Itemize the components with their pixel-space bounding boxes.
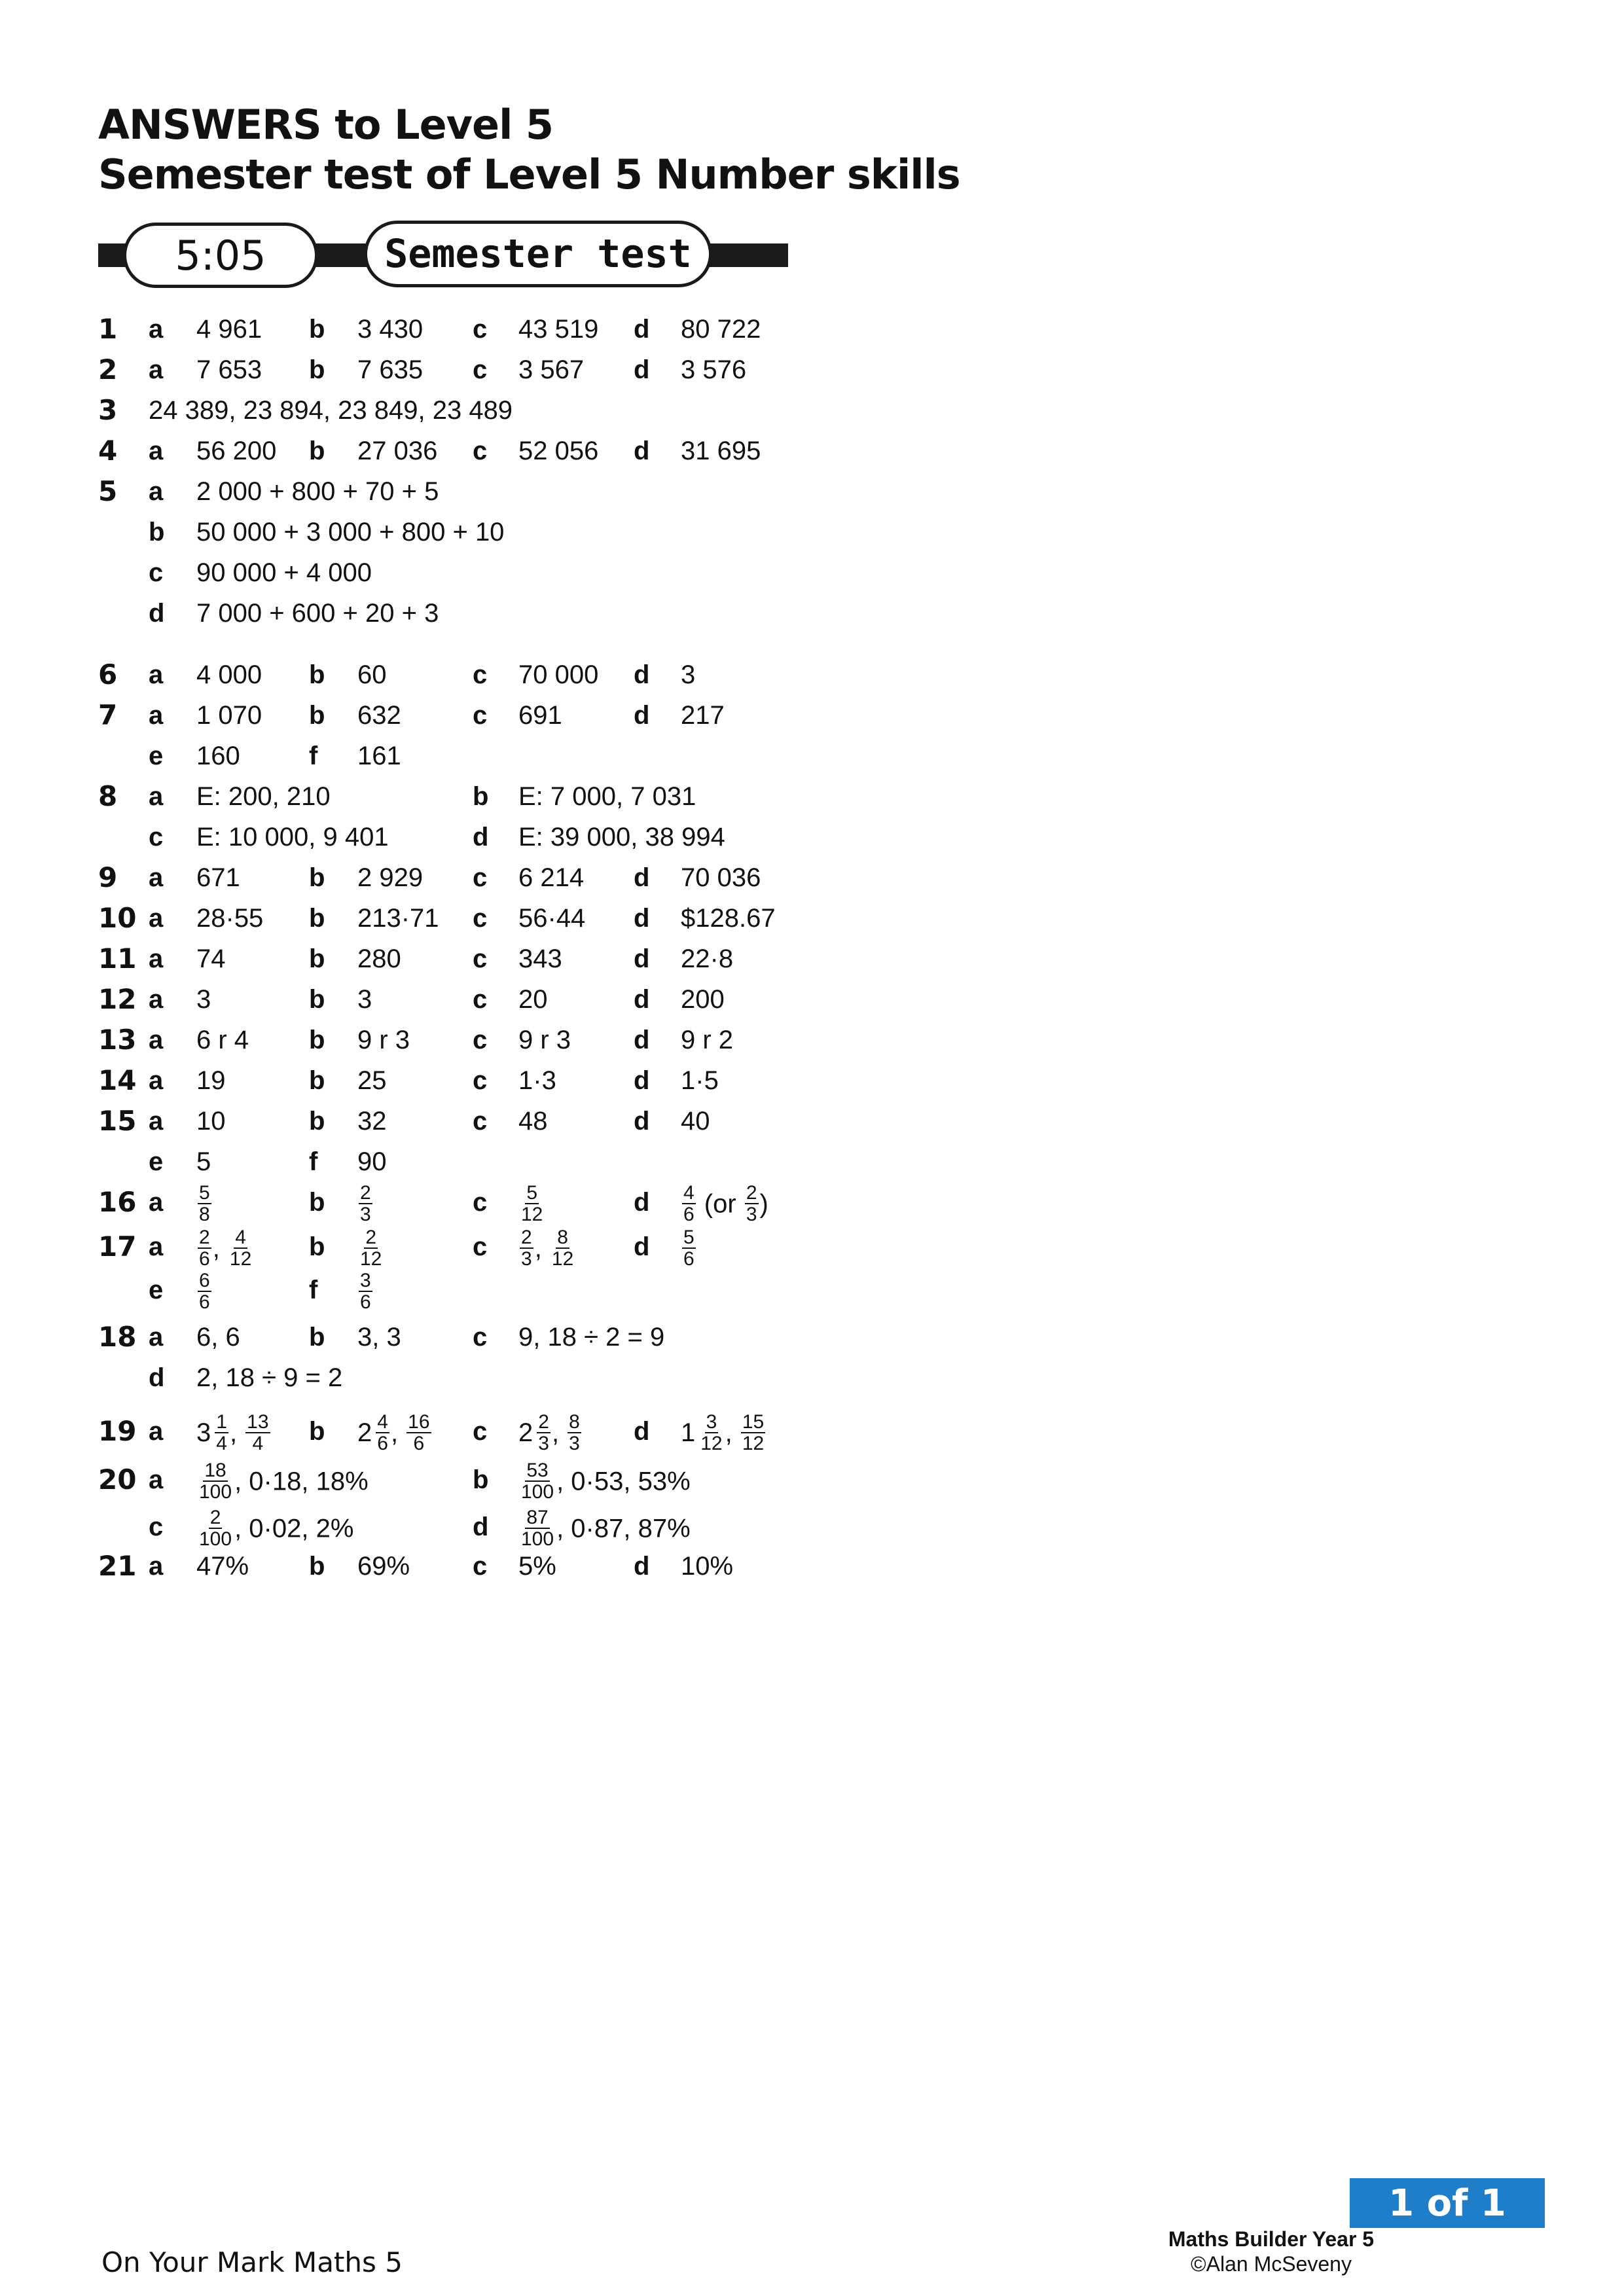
book-title: Maths Builder Year 5 (1168, 2227, 1375, 2251)
part-answer: 3 (681, 660, 696, 689)
fraction-numerator: 5 (199, 1182, 210, 1204)
part-answer: 69% (357, 1552, 410, 1581)
fraction-numerator: 2 (360, 1182, 371, 1204)
answer-note: ) (759, 1189, 768, 1219)
part-label: b (309, 1188, 325, 1217)
fraction-denominator: 100 (199, 1481, 232, 1503)
part-label: c (473, 1188, 488, 1217)
part-answer: 32 (357, 1107, 387, 1136)
fraction-numerator: 4 (377, 1411, 388, 1433)
part-label: c (473, 985, 488, 1014)
fraction (359, 1183, 372, 1225)
part-answer: 161 (357, 742, 401, 770)
part-label: c (473, 1323, 488, 1352)
part-label: c (473, 1066, 488, 1095)
question-number: 19 (98, 1415, 137, 1447)
fraction-denominator: 12 (521, 1204, 543, 1226)
whole-number: 3 (196, 1418, 211, 1448)
fraction (359, 1270, 372, 1312)
part-answer (357, 1270, 374, 1312)
part-answer: 43 519 (518, 315, 599, 344)
fraction-numerator: 2 (199, 1227, 210, 1249)
part-label: d (634, 944, 650, 973)
part-answer: 25 (357, 1066, 387, 1095)
part-answer (518, 1227, 576, 1269)
part-answer: 90 (357, 1147, 387, 1176)
answer-rest: , 0·02, 2% (234, 1514, 354, 1543)
part-answer: 24 389, 23 894, 23 849, 23 489 (149, 396, 513, 425)
part-answer: 19 (196, 1066, 226, 1095)
part-answer: 7 000 + 600 + 20 + 3 (196, 599, 439, 628)
part-label: c (473, 701, 488, 730)
part-label: d (473, 823, 489, 852)
fraction-numerator: 5 (683, 1227, 695, 1249)
fraction-numerator: 15 (742, 1411, 765, 1433)
fraction (550, 1227, 575, 1269)
page-title-line-2: Semester test of Level 5 Number skills (98, 151, 960, 198)
question-number: 6 (98, 658, 118, 691)
fraction (228, 1227, 253, 1269)
part-answer (196, 1182, 213, 1225)
fraction-numerator: 2 (538, 1411, 549, 1433)
part-label: a (149, 701, 164, 730)
part-answer: 74 (196, 944, 226, 973)
part-label: a (149, 863, 164, 892)
part-label: c (473, 1552, 488, 1581)
part-label: d (473, 1513, 489, 1541)
part-answer: 3 (196, 985, 211, 1014)
part-answer: 6 r 4 (196, 1026, 249, 1054)
part-answer: 1·3 (518, 1066, 556, 1095)
fraction-numerator: 2 (209, 1507, 221, 1529)
part-answer (518, 1460, 691, 1502)
part-label: d (634, 863, 650, 892)
part-label: f (309, 1276, 318, 1304)
part-answer (681, 1411, 767, 1454)
part-label: c (473, 1232, 488, 1261)
separator: , (551, 1418, 567, 1448)
part-answer: E: 10 000, 9 401 (196, 823, 389, 852)
fraction-numerator: 6 (199, 1270, 210, 1292)
question-number: 20 (98, 1463, 137, 1496)
fraction-numerator: 2 (746, 1182, 757, 1204)
fraction-numerator: 1 (216, 1411, 227, 1433)
page-title-line-1: ANSWERS to Level 5 (98, 101, 554, 149)
fraction (198, 1227, 211, 1269)
part-answer: 27 036 (357, 437, 438, 465)
part-answer: 1·5 (681, 1066, 719, 1095)
part-label: a (149, 944, 164, 973)
fraction (406, 1412, 431, 1454)
fraction-denominator: 3 (521, 1248, 532, 1270)
fraction-numerator: 13 (247, 1411, 269, 1433)
fraction-numerator: 87 (526, 1507, 549, 1529)
part-label: d (634, 315, 650, 344)
part-answer: 200 (681, 985, 725, 1014)
part-answer: 60 (357, 660, 387, 689)
whole-number: 2 (518, 1418, 533, 1448)
part-answer: 9, 18 ÷ 2 = 9 (518, 1323, 665, 1352)
part-answer: $128.67 (681, 904, 776, 933)
answer-rest: , 0·53, 53% (556, 1467, 691, 1496)
page-indicator: 1 of 1 (1350, 2178, 1545, 2228)
part-answer: 52 056 (518, 437, 599, 465)
part-label: c (473, 863, 488, 892)
part-answer: 343 (518, 944, 562, 973)
part-label: a (149, 1188, 164, 1217)
separator: , (390, 1418, 406, 1448)
fraction (741, 1412, 765, 1454)
fraction-numerator: 3 (360, 1270, 371, 1292)
part-label: b (309, 437, 325, 465)
part-label: d (634, 355, 650, 384)
question-number: 5 (98, 475, 118, 507)
part-answer (196, 1270, 213, 1312)
part-answer (357, 1227, 384, 1269)
part-label: a (149, 1026, 164, 1054)
part-answer: 47% (196, 1552, 249, 1581)
part-label: d (634, 904, 650, 933)
question-number: 16 (98, 1186, 137, 1218)
part-label: d (634, 1188, 650, 1217)
fraction-denominator: 3 (746, 1204, 757, 1226)
part-label: e (149, 742, 164, 770)
part-answer: 160 (196, 742, 240, 770)
fraction-denominator: 100 (199, 1528, 232, 1551)
part-label: a (149, 315, 164, 344)
part-answer: 3 567 (518, 355, 585, 384)
fraction-numerator: 8 (569, 1411, 580, 1433)
part-label: b (309, 1026, 325, 1054)
fraction (215, 1412, 228, 1454)
question-number: 21 (98, 1550, 137, 1582)
question-number: 17 (98, 1230, 137, 1263)
question-number: 13 (98, 1024, 137, 1056)
part-answer: 56·44 (518, 904, 586, 933)
separator: , (725, 1418, 740, 1448)
part-label: a (149, 1417, 164, 1446)
part-label: b (309, 863, 325, 892)
fraction-denominator: 6 (683, 1204, 695, 1226)
part-label: b (309, 944, 325, 973)
fraction-denominator: 12 (700, 1433, 723, 1455)
part-label: a (149, 1323, 164, 1352)
part-label: b (309, 315, 325, 344)
series-name: On Your Mark Maths 5 (101, 2246, 403, 2278)
part-label: a (149, 1552, 164, 1581)
fraction-numerator: 2 (365, 1227, 377, 1249)
part-answer: 5% (518, 1552, 556, 1581)
part-label: a (149, 660, 164, 689)
part-label: d (634, 1066, 650, 1095)
part-label: d (634, 985, 650, 1014)
fraction-denominator: 6 (683, 1248, 695, 1270)
part-label: a (149, 904, 164, 933)
fraction (699, 1412, 723, 1454)
fraction-denominator: 4 (216, 1433, 227, 1455)
fraction-numerator: 18 (204, 1460, 226, 1482)
fraction-numerator: 8 (557, 1227, 568, 1249)
part-label: d (149, 599, 165, 628)
fraction-numerator: 4 (683, 1182, 695, 1204)
part-label: c (473, 904, 488, 933)
test-code-badge: 5:05 (123, 223, 318, 288)
fraction (682, 1227, 696, 1269)
question-number: 15 (98, 1105, 137, 1137)
part-label: c (473, 437, 488, 465)
fraction (245, 1412, 270, 1454)
part-label: a (149, 782, 164, 811)
part-answer: 2 929 (357, 863, 424, 892)
part-label: a (149, 1066, 164, 1095)
part-label: b (149, 518, 165, 547)
part-label: c (149, 1513, 164, 1541)
part-label: b (309, 355, 325, 384)
part-answer: 7 635 (357, 355, 424, 384)
question-number: 10 (98, 902, 137, 934)
fraction-denominator: 6 (360, 1291, 371, 1314)
part-label: c (473, 1026, 488, 1054)
part-label: d (634, 1417, 650, 1446)
fraction-denominator: 8 (199, 1204, 210, 1226)
part-label: b (309, 904, 325, 933)
part-answer: 2, 18 ÷ 9 = 2 (196, 1363, 343, 1392)
part-label: a (149, 437, 164, 465)
fraction (520, 1460, 555, 1502)
question-number: 18 (98, 1321, 137, 1353)
part-answer: 691 (518, 701, 562, 730)
part-answer: 2 000 + 800 + 70 + 5 (196, 477, 439, 506)
part-answer (357, 1182, 374, 1225)
part-label: d (634, 437, 650, 465)
part-label: d (634, 701, 650, 730)
part-answer (196, 1460, 369, 1502)
fraction (537, 1412, 550, 1454)
fraction-denominator: 3 (569, 1433, 580, 1455)
part-label: a (149, 477, 164, 506)
fraction-denominator: 100 (521, 1528, 554, 1551)
part-answer: 3 576 (681, 355, 747, 384)
test-name-badge: Semester test (364, 221, 712, 287)
fraction-numerator: 53 (526, 1460, 549, 1482)
separator: , (534, 1234, 549, 1263)
part-answer: 3, 3 (357, 1323, 401, 1352)
part-label: b (309, 1323, 325, 1352)
part-label: a (149, 985, 164, 1014)
part-answer: 40 (681, 1107, 710, 1136)
part-label: b (309, 1066, 325, 1095)
part-label: a (149, 355, 164, 384)
fraction-denominator: 12 (229, 1248, 252, 1270)
part-label: c (473, 1417, 488, 1446)
part-answer: 217 (681, 701, 725, 730)
part-label: d (149, 1363, 165, 1392)
part-label: f (309, 742, 318, 770)
part-answer: 70 036 (681, 863, 761, 892)
fraction (745, 1183, 759, 1225)
part-answer: 3 (357, 985, 372, 1014)
part-answer: 10 (196, 1107, 226, 1136)
question-number: 12 (98, 983, 137, 1015)
part-answer (196, 1507, 353, 1549)
part-label: b (309, 1107, 325, 1136)
fraction-denominator: 6 (199, 1291, 210, 1314)
fraction-numerator: 5 (526, 1182, 538, 1204)
part-answer (357, 1411, 433, 1454)
part-label: b (309, 985, 325, 1014)
part-answer: 56 200 (196, 437, 277, 465)
part-label: d (634, 1107, 650, 1136)
part-label: c (473, 944, 488, 973)
fraction (376, 1412, 389, 1454)
fraction-denominator: 4 (252, 1433, 264, 1455)
part-answer: E: 200, 210 (196, 782, 331, 811)
part-answer (196, 1411, 272, 1454)
part-label: b (473, 782, 489, 811)
part-answer: 6, 6 (196, 1323, 240, 1352)
fraction (198, 1183, 211, 1225)
fraction-denominator: 12 (742, 1433, 765, 1455)
fraction (682, 1183, 696, 1225)
part-answer: 3 430 (357, 315, 424, 344)
part-label: b (309, 1232, 325, 1261)
part-answer: E: 7 000, 7 031 (518, 782, 696, 811)
question-number: 11 (98, 942, 137, 975)
fraction (198, 1507, 233, 1549)
fraction (568, 1412, 581, 1454)
part-label: c (149, 558, 164, 587)
part-label: a (149, 1232, 164, 1261)
part-label: e (149, 1147, 164, 1176)
part-answer (518, 1411, 583, 1454)
part-answer: 22·8 (681, 944, 734, 973)
part-label: c (473, 355, 488, 384)
part-label: a (149, 1107, 164, 1136)
part-answer: 48 (518, 1107, 548, 1136)
part-label: b (309, 660, 325, 689)
part-label: c (473, 315, 488, 344)
part-label: f (309, 1147, 318, 1176)
part-answer: 80 722 (681, 315, 761, 344)
whole-number: 1 (681, 1418, 696, 1448)
part-answer: 90 000 + 4 000 (196, 558, 372, 587)
question-number: 2 (98, 353, 118, 386)
part-label: d (634, 1026, 650, 1054)
fraction-denominator: 100 (521, 1481, 554, 1503)
fraction (520, 1183, 544, 1225)
part-answer: 10% (681, 1552, 734, 1581)
part-answer: 31 695 (681, 437, 761, 465)
part-answer (518, 1182, 545, 1225)
part-answer: 4 000 (196, 660, 262, 689)
answer-note: (or (696, 1189, 744, 1219)
part-answer: 213·71 (357, 904, 439, 933)
fraction-denominator: 3 (360, 1204, 371, 1226)
answer-rest: , 0·18, 18% (234, 1467, 369, 1496)
question-number: 3 (98, 394, 118, 426)
part-label: c (473, 660, 488, 689)
part-answer: 7 653 (196, 355, 262, 384)
part-answer: 632 (357, 701, 401, 730)
part-answer: 9 r 2 (681, 1026, 734, 1054)
fraction (198, 1460, 233, 1502)
part-label: d (634, 660, 650, 689)
question-number: 1 (98, 313, 118, 345)
fraction-numerator: 16 (408, 1411, 430, 1433)
part-answer: 70 000 (518, 660, 599, 689)
fraction-denominator: 12 (360, 1248, 382, 1270)
part-answer: 1 070 (196, 701, 262, 730)
separator: , (212, 1234, 227, 1263)
part-answer (196, 1227, 254, 1269)
part-answer: 6 214 (518, 863, 585, 892)
part-answer: 5 (196, 1147, 211, 1176)
part-label: b (309, 1417, 325, 1446)
question-number: 7 (98, 699, 118, 731)
part-label: b (309, 1552, 325, 1581)
fraction-denominator: 6 (377, 1433, 388, 1455)
copyright: ©Alan McSeveny (1191, 2252, 1352, 2276)
question-number: 4 (98, 435, 118, 467)
fraction (520, 1507, 555, 1549)
fraction-numerator: 3 (706, 1411, 717, 1433)
part-label: c (473, 1107, 488, 1136)
part-answer: 28·55 (196, 904, 264, 933)
part-label: a (149, 1465, 164, 1494)
part-label: d (634, 1232, 650, 1261)
question-number: 14 (98, 1064, 137, 1096)
fraction-denominator: 6 (199, 1248, 210, 1270)
fraction-denominator: 3 (538, 1433, 549, 1455)
part-answer: 20 (518, 985, 548, 1014)
part-answer (681, 1227, 697, 1269)
part-answer: 671 (196, 863, 240, 892)
part-answer (681, 1182, 768, 1225)
fraction-denominator: 12 (551, 1248, 574, 1270)
part-label: c (149, 823, 164, 852)
part-answer (518, 1507, 691, 1549)
part-label: d (634, 1552, 650, 1581)
part-answer: 50 000 + 3 000 + 800 + 10 (196, 518, 505, 547)
part-answer: 280 (357, 944, 401, 973)
question-number: 9 (98, 861, 118, 893)
part-answer: 4 961 (196, 315, 262, 344)
fraction (520, 1227, 533, 1269)
question-number: 8 (98, 780, 118, 812)
fraction (359, 1227, 383, 1269)
fraction (198, 1270, 211, 1312)
part-label: b (473, 1465, 489, 1494)
fraction-numerator: 4 (235, 1227, 246, 1249)
whole-number: 2 (357, 1418, 372, 1448)
fraction-denominator: 6 (413, 1433, 425, 1455)
fraction-numerator: 2 (521, 1227, 532, 1249)
answer-rest: , 0·87, 87% (556, 1514, 691, 1543)
part-answer: 9 r 3 (518, 1026, 571, 1054)
part-label: e (149, 1276, 164, 1304)
separator: , (229, 1418, 245, 1448)
part-answer: 9 r 3 (357, 1026, 410, 1054)
part-answer: E: 39 000, 38 994 (518, 823, 725, 852)
part-label: b (309, 701, 325, 730)
